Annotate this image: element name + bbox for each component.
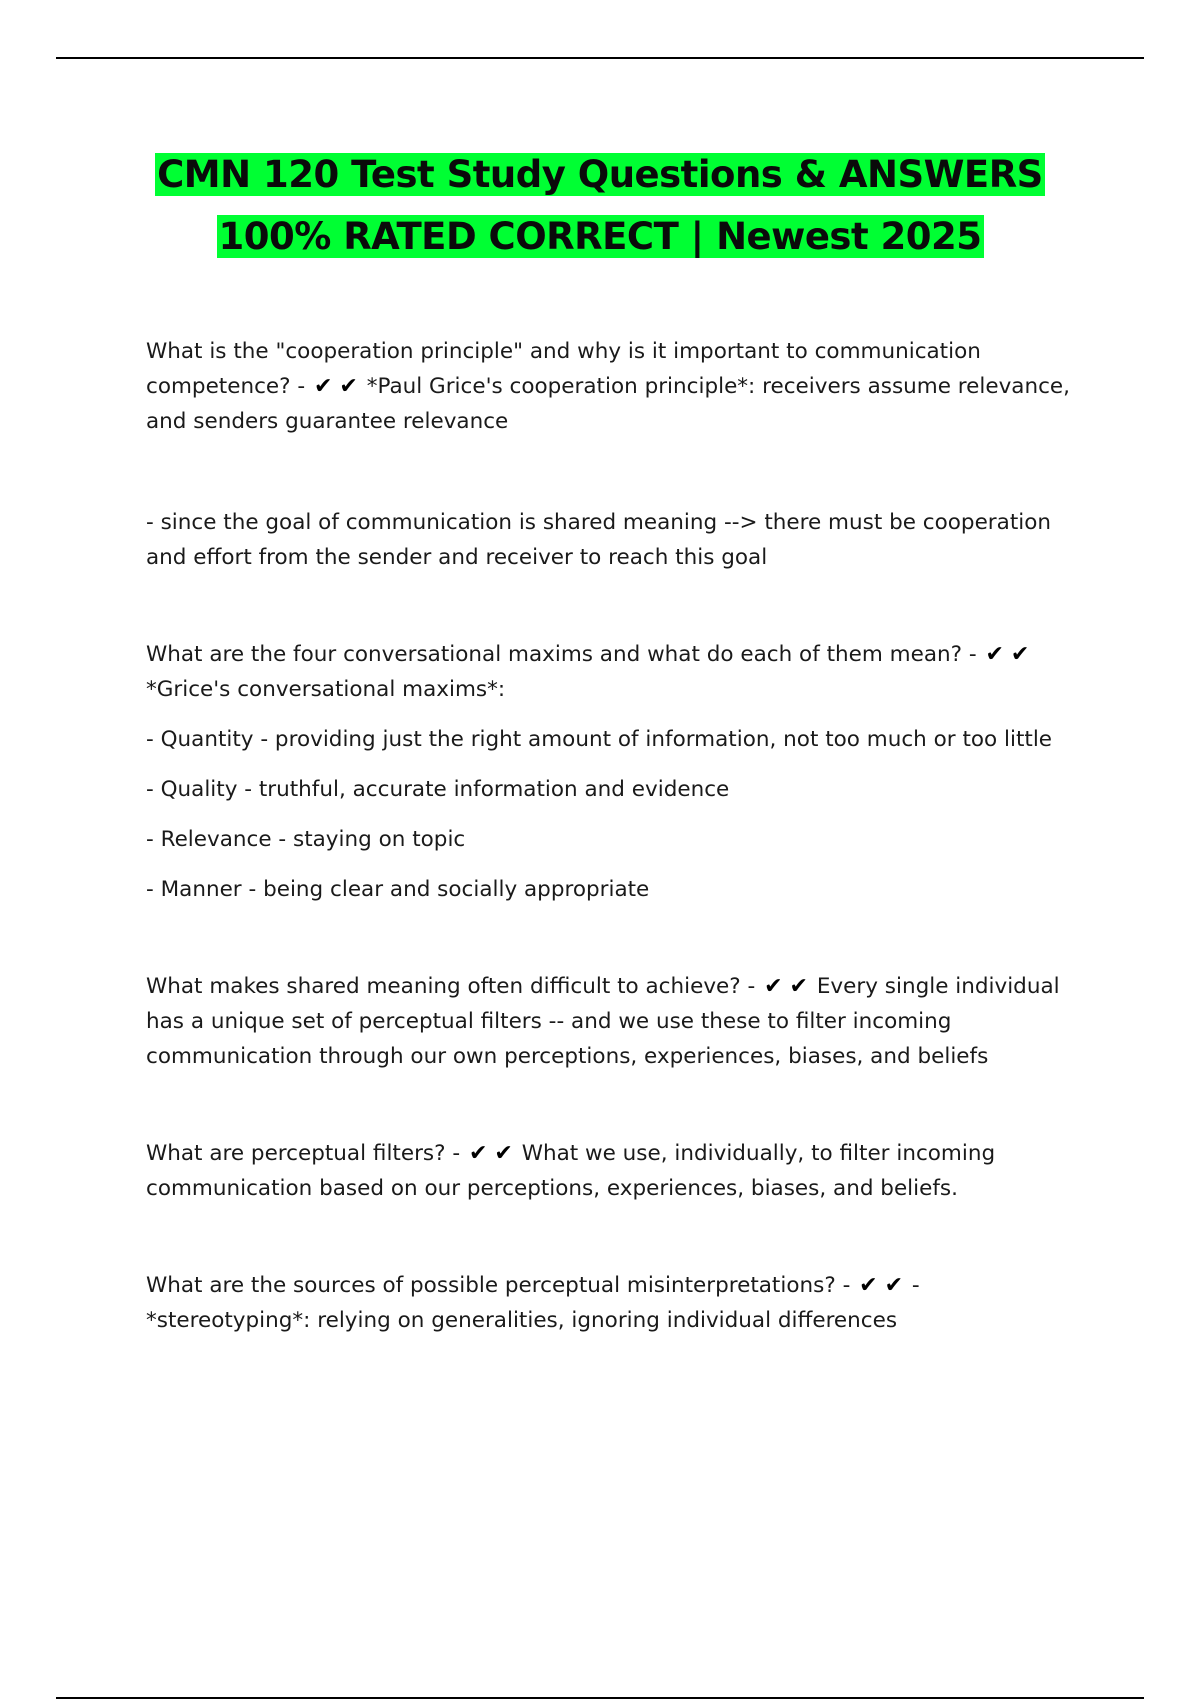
document-title — [0, 144, 1200, 268]
answer-text: - *stereotyping*: relying on generalities, ignoring individual differences — [146, 1273, 920, 1333]
question-text: What are the sources of possible perceptual misinterpretations? - — [146, 1273, 851, 1298]
double-check-icon: ✔ ✔ — [468, 1141, 513, 1166]
question-text: What makes shared meaning often difficult to achieve? - — [146, 974, 756, 999]
answer-text: Every single individual has a unique set of perceptual filters -- and we use these to filter incoming communication through our own perceptions, experiences, biases, and beliefs — [146, 974, 1060, 1069]
qa-item-conversational-maxims — [146, 637, 1086, 707]
question-text: What is the "cooperation principle" and why is it important to communication competence? - — [146, 339, 981, 399]
qa-item-shared-meaning — [146, 969, 1086, 1074]
double-check-icon: ✔ ✔ — [859, 1273, 904, 1298]
question-text: What are the four conversational maxims and what do each of them mean? - — [146, 642, 977, 667]
maxim-quality: - Quality - truthful, accurate information and evidence — [146, 777, 730, 802]
document-body — [146, 334, 1086, 1338]
maxim-quantity: - Quantity - providing just the right amount of information, not too much or too little — [146, 727, 1053, 752]
bottom-rule — [56, 1697, 1144, 1699]
qa-item-misinterpretations — [146, 1268, 1086, 1338]
answer-text: *Grice's conversational maxims*: — [146, 677, 506, 702]
title-line-1: CMN 120 Test Study Questions & ANSWERS — [157, 153, 1043, 196]
top-rule — [56, 57, 1144, 59]
title-line-2: 100% RATED CORRECT | Newest 2025 — [218, 215, 982, 258]
question-text: What are perceptual filters? - — [146, 1141, 461, 1166]
answer-text: *Paul Grice's cooperation principle*: receivers assume relevance, and senders guarantee relevance — [146, 374, 1070, 434]
answer-note: - since the goal of communication is shared meaning --> there must be cooperation and effort from the sender and receiver to reach this goal — [146, 510, 1052, 570]
answer-text: What we use, individually, to filter incoming communication based on our perceptions, experiences, biases, and beliefs. — [146, 1141, 996, 1201]
double-check-icon: ✔ ✔ — [313, 374, 358, 399]
maxim-manner: - Manner - being clear and socially appropriate — [146, 877, 650, 902]
maxim-relevance: - Relevance - staying on topic — [146, 827, 466, 852]
qa-item-perceptual-filters — [146, 1136, 1086, 1206]
qa-item-cooperation-principle — [146, 334, 1086, 439]
double-check-icon: ✔ ✔ — [985, 642, 1030, 667]
double-check-icon: ✔ ✔ — [764, 974, 808, 999]
